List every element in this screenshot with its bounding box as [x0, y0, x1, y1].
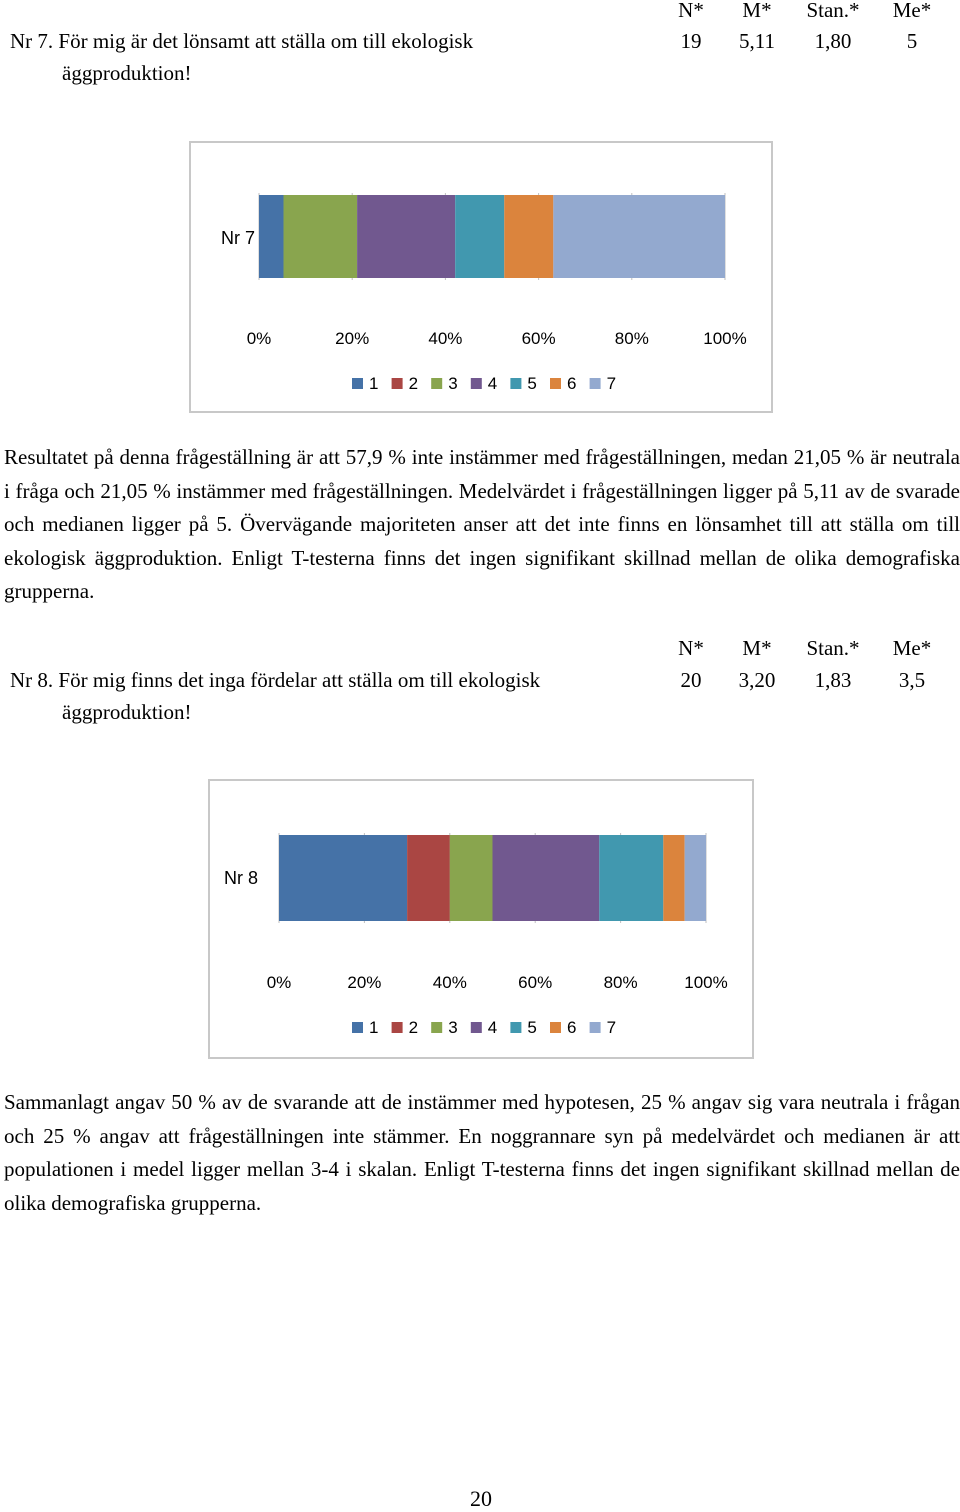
chart-nr8	[208, 779, 754, 1059]
x-tick-label: 40%	[432, 973, 467, 992]
x-tick-label: 60%	[521, 329, 556, 348]
bar-segment-1	[279, 835, 407, 921]
bar-segment-3	[284, 195, 358, 278]
stat-header-m: M*	[742, 0, 772, 22]
q8-title-cont: äggproduktion!	[62, 700, 192, 724]
bar-segment-5	[599, 835, 663, 921]
x-tick-label: 80%	[603, 973, 638, 992]
q7-stat-stan: 1,80	[814, 29, 852, 53]
legend-swatch-1	[352, 378, 363, 389]
legend-label-2: 2	[408, 374, 419, 393]
stat-header-me-2: Me*	[892, 636, 932, 660]
bar-segment-7	[553, 195, 725, 278]
chart-nr8-svg	[210, 781, 752, 1057]
paragraph-results-q7: Resultatet på denna frågeställning är att 57,9 % inte instämmer med frågeställningen, medan 21,05 % är neutrala i fråga och 21,05 % instämmer med frågeställningen. Medelvärdet i frågeställningen ligger på 5,11 av de svarade och medianen ligger på 5. Övervägande majoriteten anser att det inte finns en lönsamhet till att ställa om till ekologisk äggproduktion. Enligt T-testerna finns det ingen signifikant skillnad mellan de olika demografiska grupperna.	[4, 445, 960, 603]
legend-swatch-3	[431, 1022, 442, 1033]
legend-label-1: 1	[369, 374, 379, 393]
q8-stat-me: 3,5	[898, 668, 926, 692]
legend-label-7: 7	[606, 374, 617, 393]
legend-label-6: 6	[567, 374, 577, 393]
stat-header-me: Me*	[892, 0, 932, 22]
legend-swatch-1	[352, 1022, 363, 1033]
q7-stat-n: 19	[680, 29, 702, 53]
q7-title: Nr 7. För mig är det lönsamt att ställa om till ekologisk	[10, 29, 474, 53]
stat-header-stan: Stan.*	[806, 0, 860, 22]
legend-swatch-5	[510, 1022, 521, 1033]
stat-header-n: N*	[678, 0, 704, 22]
q8-stat-m: 3,20	[738, 668, 776, 692]
bar-segment-4	[493, 835, 600, 921]
category-label: Nr 7	[221, 228, 256, 248]
stat-header-stan-2: Stan.*	[806, 636, 860, 660]
q8-stat-n: 20	[680, 668, 702, 692]
x-tick-label: 60%	[518, 973, 553, 992]
q8-title: Nr 8. För mig finns det inga fördelar att ställa om till ekologisk	[10, 668, 541, 692]
chart-nr7-svg	[191, 143, 771, 411]
legend-swatch-3	[431, 378, 442, 389]
legend-swatch-7	[590, 378, 601, 389]
stat-header-m-2: M*	[742, 636, 772, 660]
legend-label-3: 3	[448, 374, 458, 393]
stat-header-n-2: N*	[678, 636, 704, 660]
category-label: Nr 8	[224, 868, 259, 888]
q7-title-cont: äggproduktion!	[62, 61, 192, 85]
legend-swatch-7	[590, 1022, 601, 1033]
legend-label-5: 5	[527, 1018, 537, 1037]
legend-label-2: 2	[408, 1018, 419, 1037]
x-tick-label: 100%	[703, 329, 747, 348]
paragraph-results-q8: Sammanlagt angav 50 % av de svarande att de instämmer med hypotesen, 25 % angav sig vara neutrala i frågan och 25 % angav att frågeställningen inte stämmer. En noggrannare syn på medelvärdet och medianen är att populationen i medel ligger mellan 3-4 i skalan. Enligt T-testerna finns det ingen signifikant skillnad mellan de olika demografiska grupperna.	[4, 1090, 960, 1215]
bar-segment-6	[504, 195, 553, 278]
x-tick-label: 20%	[335, 329, 370, 348]
x-tick-label: 0%	[266, 973, 292, 992]
x-tick-label: 80%	[614, 329, 649, 348]
q7-stat-m: 5,11	[739, 29, 775, 53]
chart-nr7	[189, 141, 773, 413]
bar-segment-4	[357, 195, 455, 278]
legend-swatch-4	[471, 1022, 482, 1033]
legend-swatch-6	[550, 1022, 561, 1033]
x-tick-label: 20%	[347, 973, 382, 992]
legend-swatch-6	[550, 378, 561, 389]
bar-segment-6	[663, 835, 684, 921]
bar-segment-1	[259, 195, 284, 278]
bar-segment-7	[685, 835, 706, 921]
bar-segment-3	[450, 835, 493, 921]
legend-swatch-4	[471, 378, 482, 389]
q8-stat-stan: 1,83	[814, 668, 852, 692]
bar-segment-2	[407, 835, 450, 921]
page-number: 20	[470, 1486, 492, 1511]
legend-label-3: 3	[448, 1018, 458, 1037]
legend-swatch-5	[510, 378, 521, 389]
legend-label-4: 4	[487, 1018, 498, 1037]
legend-label-5: 5	[527, 374, 537, 393]
x-tick-label: 40%	[428, 329, 463, 348]
x-tick-label: 100%	[684, 973, 728, 992]
legend-swatch-2	[392, 378, 403, 389]
x-tick-label: 0%	[246, 329, 272, 348]
bar-segment-5	[455, 195, 504, 278]
legend-label-6: 6	[567, 1018, 577, 1037]
legend-label-1: 1	[369, 1018, 379, 1037]
legend-swatch-2	[392, 1022, 403, 1033]
legend-label-7: 7	[606, 1018, 617, 1037]
legend-label-4: 4	[487, 374, 498, 393]
q7-stat-me: 5	[906, 29, 918, 53]
